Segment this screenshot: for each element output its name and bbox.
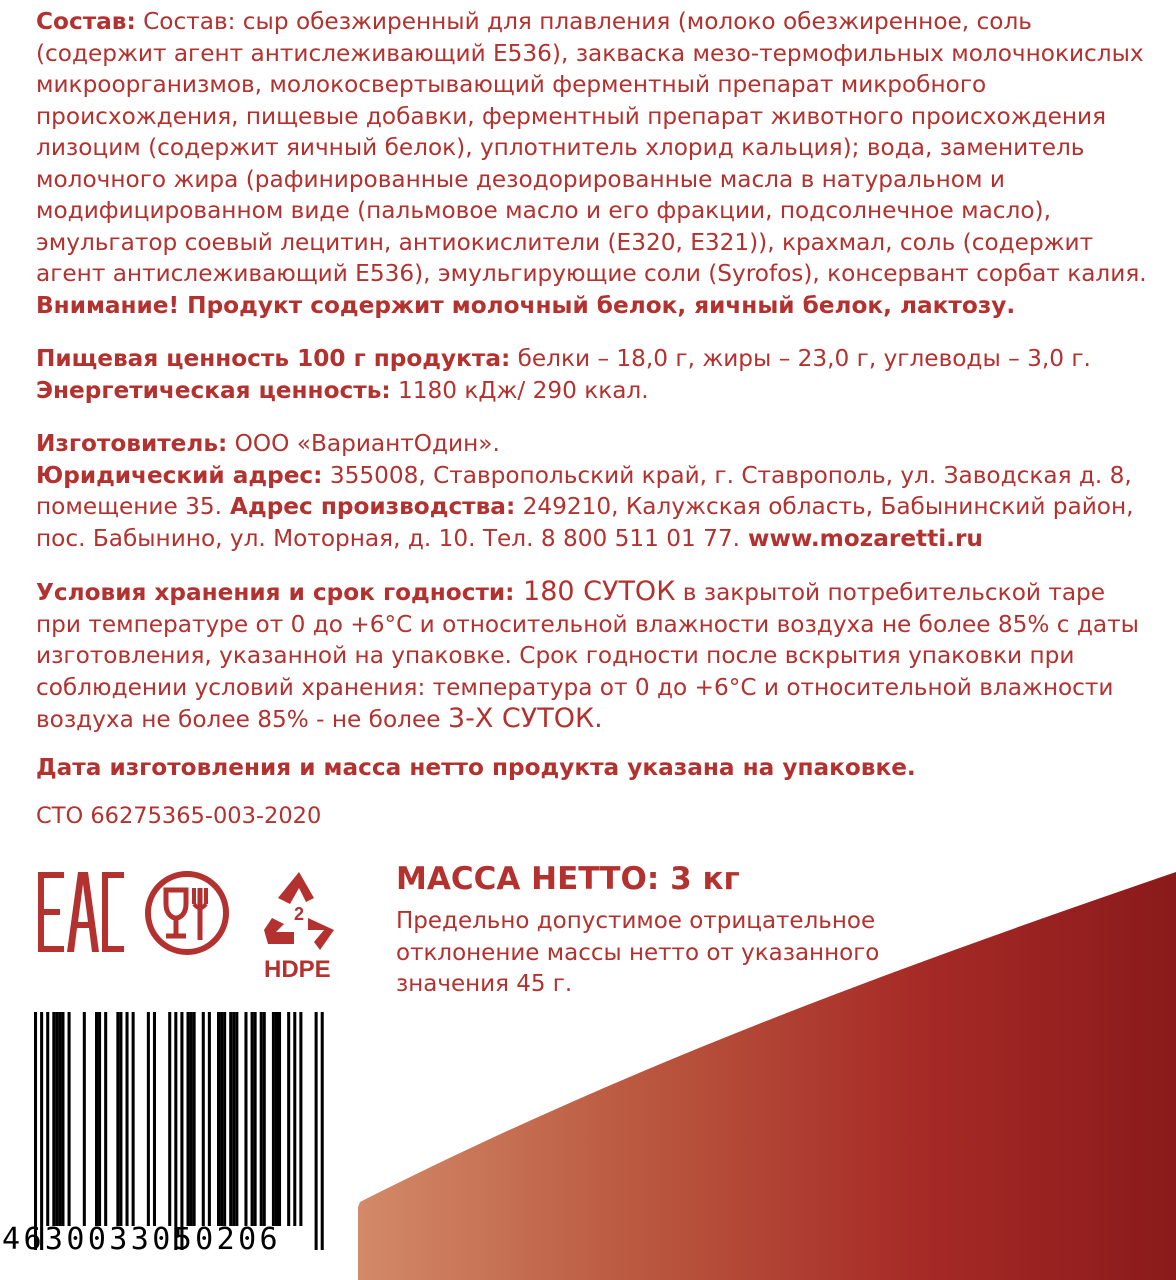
barcode-bar [217, 1012, 220, 1226]
composition-paragraph [36, 6, 1156, 321]
manufacturer-paragraph [36, 428, 1156, 554]
barcode-bar [272, 1012, 275, 1226]
barcode-bar [232, 1012, 235, 1226]
production-address-value: 249210, Калужская область, Бабынинский район, пос. Бабынино, ул. Моторная, д. 10. Тел. 8 800 511 01 77. [36, 493, 1134, 552]
legal-address-value: 355008, Ставропольский край, г. Ставрополь, ул. Заводская д. 8, помещение 35. [36, 461, 1132, 520]
barcode-bar [254, 1012, 257, 1226]
energy-value: 1180 кДж/ 290 ккал. [390, 376, 649, 404]
website-link[interactable]: www.mozaretti.ru [739, 524, 983, 552]
eac-icon [38, 872, 124, 952]
energy-label: Энергетическая ценность: [36, 376, 391, 404]
barcode-bar [119, 1012, 122, 1226]
recycle-icon [254, 868, 344, 952]
barcode-bar [190, 1012, 193, 1226]
barcode-bar [299, 1012, 302, 1226]
glass-fork-icon [144, 870, 230, 956]
barcode-bar [193, 1012, 196, 1226]
barcode-digits: 4630033050206 [2, 1222, 281, 1257]
after-opening-days: 3-Х СУТОК. [447, 703, 603, 734]
storage-paragraph [36, 576, 1156, 736]
barcode-bar [98, 1012, 101, 1226]
date-note: Дата изготовления и масса нетто продукта указана на упаковке. [36, 753, 916, 781]
barcode-bar [275, 1012, 278, 1226]
barcode-bar [293, 1012, 296, 1226]
barcode-bar [202, 1012, 205, 1226]
barcode-bar [132, 1012, 135, 1226]
barcode-bar [61, 1012, 64, 1226]
barcode-bar [187, 1012, 190, 1226]
standard-code: СТО 66275365-003-2020 [36, 803, 322, 829]
barcode-bar [52, 1012, 55, 1226]
barcode-bar [40, 1012, 43, 1250]
net-weight-block [396, 858, 956, 1001]
barcode-bar [229, 1012, 232, 1226]
allergen-warning: Внимание! Продукт содержит молочный белок, яичный белок, лактозу. [36, 291, 1016, 319]
barcode-bar [34, 1012, 37, 1250]
nutrition-paragraph [36, 343, 1156, 406]
net-weight-tolerance-note: Предельно допустимое отрицательное отклонение массы нетто от указанного значения 45 г. [396, 908, 880, 997]
barcode-bar [168, 1012, 171, 1226]
barcode-bar [208, 1012, 211, 1226]
barcode-bar [315, 1012, 318, 1250]
barcode-bar [223, 1012, 226, 1226]
barcode-bar [263, 1012, 266, 1226]
legal-address-label: Юридический адрес: [36, 461, 323, 489]
barcode-bar [174, 1012, 177, 1250]
recycle-number: 2 [293, 904, 305, 924]
manufacturer-value: ООО «ВариантОдин». [227, 430, 500, 457]
recycle-label: HDPE [264, 956, 331, 983]
shelf-life-days: 180 СУТОК [514, 576, 676, 607]
barcode-bar [68, 1012, 71, 1226]
barcode-bar [55, 1012, 58, 1226]
barcode-bar [321, 1012, 324, 1250]
barcode-bar [278, 1012, 281, 1226]
barcode-bar [260, 1012, 263, 1226]
manufacturer-label: Изготовитель: [36, 430, 228, 457]
barcode-bar [180, 1012, 183, 1250]
product-label-text [36, 0, 1156, 833]
barcode-bar [83, 1012, 86, 1226]
net-weight-title: МАССА НЕТТО: 3 кг [396, 861, 740, 897]
barcode-bar [95, 1012, 98, 1226]
composition-text: Состав: сыр обезжиренный для плавления (молоко обезжиренное, соль (содержит агент антислеживающий Е536), закваска мезо-термофильных молочнокислых микроорганизмов, молокосвертывающий ферментный препарат микробного происхождения, пищевые добавки, ферментный препарат животного происхождения лизоцим (содержит яичный белок), уплотнитель хлорид кальция); вода, заменитель молочного жира (рафинированные дезодорированные масла в натуральном и модифицированном виде (пальмовое масло и его фракции, подсолнечное масло), эмульгатор соевый лецитин, антиокислители (Е320, Е321)), крахмал, соль (содержит агент антислеживающий Е536), эмульгирующие соли (Syrofos), консервант сорбат калия. [36, 8, 1147, 287]
barcode-bar [104, 1012, 107, 1226]
barcode-bar [116, 1012, 119, 1226]
storage-text: в закрытой потребительской таре при температуре от 0 до +6°С и относительной влажности воздуха не более 85% с даты изготовления, указанной на упаковке. Срок годности после вскрытия упаковки при соблюдении условий хранения: температура от 0 до +6°С и относительной влажности воздуха не более 85% - не более [36, 579, 1139, 733]
barcode-bar [153, 1012, 156, 1226]
composition-label: Состав: [36, 8, 136, 35]
production-address-label: Адрес производства: [221, 493, 516, 520]
barcode-bar [126, 1012, 129, 1226]
nutrition-value: белки – 18,0 г, жиры – 23,0 г, углеводы – 3,0 г. [510, 345, 1091, 372]
barcode-bar [251, 1012, 254, 1226]
certification-icons [38, 868, 348, 988]
barcode-bar [235, 1012, 238, 1226]
barcode-bar [147, 1012, 150, 1226]
barcode-bar [58, 1012, 61, 1226]
barcode-bar [244, 1012, 247, 1226]
storage-label: Условия хранения и срок годности: [36, 579, 515, 606]
nutrition-label: Пищевая ценность 100 г продукта: [36, 345, 511, 372]
barcode-bar [220, 1012, 223, 1226]
barcode-bar [287, 1012, 290, 1226]
barcode-bar [46, 1012, 49, 1226]
